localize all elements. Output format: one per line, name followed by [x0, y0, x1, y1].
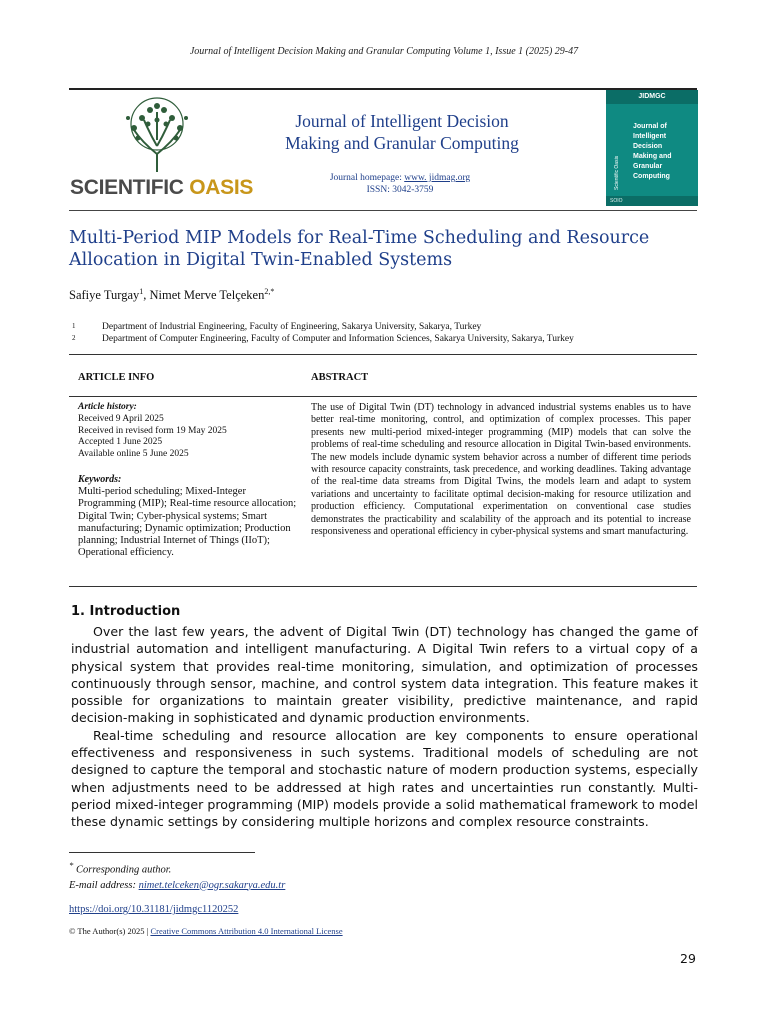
info-box-mid-rule: [69, 396, 697, 397]
cover-title-line: Computing: [633, 173, 670, 180]
footnote: [69, 858, 285, 893]
corresponding-author-note: Corresponding author.: [73, 864, 172, 876]
paragraph: Over the last few years, the advent of Digital Twin (DT) technology has changed the game of industrial automation and intelligent manufacturing. A Digital Twin refers to a virtual copy of a physical system that provides real-time monitoring, simulation, and optimization of processes continuously through sensor, machine, and control system data integration. This feature makes it possible for organizations to maintain greater visibility, predictive maintenance, and rapid decision-making in sophisticated and dynamic production environments.: [71, 624, 698, 726]
affiliation-number: 2: [72, 334, 76, 342]
license: [69, 926, 343, 936]
section-heading: 1. Introduction: [71, 604, 181, 619]
author-name: Safiye Turgay: [69, 288, 140, 303]
affiliation-text: Department of Computer Engineering, Faculty of Computer and Information Sciences, Sakarya University, Sakarya, Turkey: [102, 334, 574, 344]
email-label: E-mail address:: [69, 879, 139, 891]
abstract-text: The use of Digital Twin (DT) technology in advanced industrial systems enables us to have better real-time monitoring, control, and optimization of complex processes. This paper presents new multi-period mixed-integer programming (MIP) models that can solve the problems of real-time scheduling and resource allocation in Digital Twin-based environments. The new models include dynamic system behavior across a number of different time periods with resource capacity constraints, task precedence, and working deadlines. Taking advantage of the real-time data streams from Digital Twins, the models learn and adapt to system variations and uncertainty to facilitate optimal decision-making for resource utilization and production efficiency. Computational experimentation on conventional case studies demonstrates the practicability and scalability of the approach and its potential to increase responsiveness and operational efficiency in cyber-physical systems and smart manufacturing.: [311, 402, 691, 538]
history-label: Article history:: [78, 402, 137, 412]
email-link[interactable]: nimet.telceken@ogr.sakarya.edu.tr: [138, 879, 286, 891]
authors: Safiye Turgay$^1$, Nimet Merve Telçeken$^{2,*}$: [69, 287, 275, 303]
journal-title: [262, 110, 542, 154]
cover-footer: SOIO: [606, 196, 698, 206]
masthead-rule: [69, 210, 697, 211]
history-item: Received in revised form 19 May 2025: [78, 425, 227, 436]
cover-title-line: Making and: [633, 153, 672, 160]
history-item: Available online 5 June 2025: [78, 449, 189, 460]
author-affil-mark: 1: [139, 287, 144, 296]
article-history: [78, 402, 300, 461]
affiliation-number: 1: [72, 322, 76, 330]
publisher-name-part2: OASIS: [189, 176, 254, 199]
keywords: [78, 474, 300, 559]
journal-title-line1: Journal of Intelligent Decision: [295, 111, 509, 131]
footnote-rule: [69, 852, 255, 853]
license-link[interactable]: Creative Commons Attribution 4.0 International License: [150, 926, 343, 936]
info-box-bottom-rule: [69, 586, 697, 587]
publisher-logo-text: [70, 176, 254, 200]
keywords-text: Multi-period scheduling; Mixed-Integer Programming (MIP); Real-time resource allocation; Digital Twin; Cyber-physical systems; Smart manufacturing; Dynamic optimization; Production planning; Industrial Internet of Things (IIoT); Operational efficiency.: [78, 486, 297, 559]
history-item: Accepted 1 June 2025: [78, 437, 163, 448]
doi-link[interactable]: https://doi.org/10.31181/jidmgc1120252: [69, 904, 239, 915]
cover-title-line: Journal of: [633, 123, 667, 130]
info-box-top-rule: [69, 354, 697, 355]
article-info-heading: ARTICLE INFO: [78, 372, 155, 383]
journal-homepage: [300, 172, 500, 196]
cover-title-line: Intelligent: [633, 133, 667, 140]
author-name: Nimet Merve Telçeken: [149, 288, 265, 303]
keywords-label: Keywords:: [78, 474, 122, 485]
footnote-marker: *: [69, 860, 74, 870]
author-affil-mark: 2,*: [264, 287, 275, 296]
license-prefix: © The Author(s) 2025 |: [69, 926, 151, 936]
journal-issn: ISSN: 3042-3759: [366, 185, 434, 195]
abstract-heading: ABSTRACT: [311, 372, 369, 383]
paper-title: Multi-Period MIP Models for Real-Time Scheduling and Resource Allocation in Digital Twin-Enabled Systems: [69, 228, 650, 270]
header-rule: [69, 88, 697, 90]
affiliation-text: Department of Industrial Engineering, Faculty of Engineering, Sakarya University, Sakarya, Turkey: [102, 322, 482, 332]
homepage-label: Journal homepage:: [329, 173, 405, 183]
journal-title-line2: Making and Granular Computing: [285, 133, 519, 153]
body-text: [71, 623, 698, 831]
cover-title-line: Granular: [633, 163, 663, 170]
history-item: Received 9 April 2025: [78, 413, 164, 424]
homepage-link[interactable]: www. jidmag.org: [404, 173, 471, 183]
publisher-name-part1: SCIENTIFIC: [70, 176, 190, 199]
running-head: Journal of Intelligent Decision Making and Granular Computing Volume 1, Issue 1 (2025) 29-47: [189, 46, 579, 57]
page-number: 29: [680, 951, 696, 966]
journal-cover: [606, 90, 698, 206]
paragraph: Real-time scheduling and resource allocation are key components to ensure operational effectiveness and responsiveness in such systems. Traditional models of scheduling are not designed to capture the temporal and stochastic nature of modern production systems, especially when adjustments need to be addressed at high rates and uncertainties run constantly. Multi-period mixed-integer programming (MIP) models provide a solid mathematical framework to model these dynamic settings by considering multiple horizons and complex resource constraints.: [71, 727, 698, 830]
cover-title-line: Decision: [633, 143, 663, 150]
cover-header: JIDMGC: [606, 90, 698, 104]
doi: [69, 904, 238, 915]
cover-title: [633, 122, 697, 182]
cover-side-text: Scientific Oasis: [614, 155, 620, 190]
